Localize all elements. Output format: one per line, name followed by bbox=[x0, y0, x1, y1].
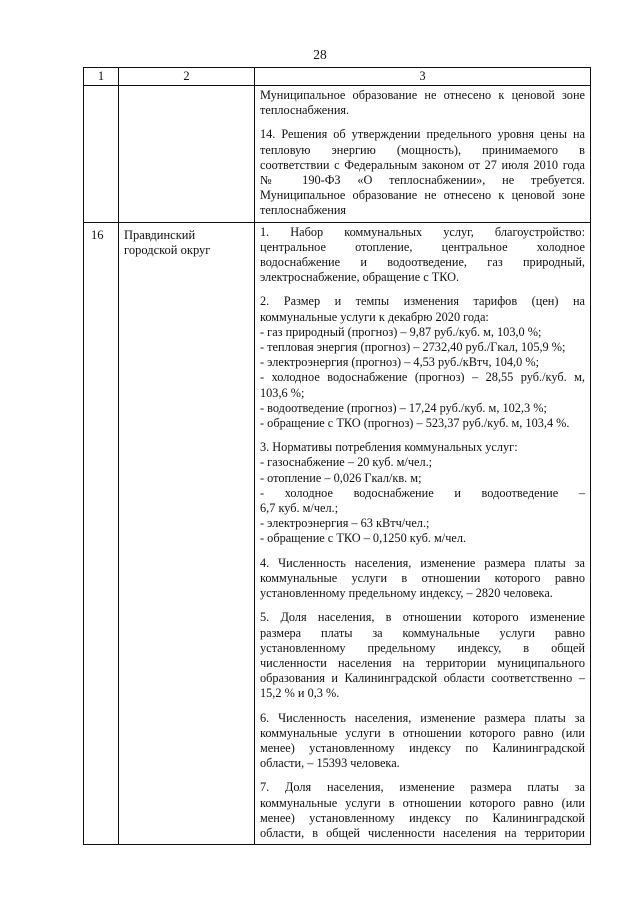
text-line: соответствии с Федеральным законом от 27 июля 2010 года bbox=[260, 157, 585, 172]
cont-paragraph-2 bbox=[260, 127, 585, 218]
text-line: области, – 15393 человека. bbox=[260, 756, 400, 771]
text-line: - отопление – 0,026 Гкал/кв. м; bbox=[260, 470, 422, 485]
row-number: 16 bbox=[84, 222, 119, 845]
text-line: - газоснабжение – 20 куб. м/чел.; bbox=[260, 455, 433, 470]
text-line: коммунальные услуги к декабрю 2020 года: bbox=[260, 309, 489, 324]
text-line: 5. Доля населения, в отношении которого изменение bbox=[260, 610, 585, 625]
page-number: 28 bbox=[313, 47, 327, 62]
text-line: - обращение с ТКО – 0,1250 куб. м/чел. bbox=[260, 531, 467, 546]
row16-paragraph-6 bbox=[260, 711, 585, 772]
text-line: тепловую энергию (мощность), принимаемого в bbox=[260, 142, 585, 157]
continuation-number-cell bbox=[84, 86, 119, 223]
text-line: - электроэнергия (прогноз) – 4,53 руб./кВтч, 104,0 %; bbox=[260, 355, 540, 370]
text-line: Муниципальное образование не отнесено к ценовой зоне bbox=[260, 88, 585, 102]
text-line: теплоснабжения. bbox=[260, 103, 350, 118]
row16-paragraph-3 bbox=[260, 440, 585, 546]
text-line: области, в общей численности населения на территории bbox=[260, 825, 585, 840]
text-line: 15,2 % и 0,3 %. bbox=[260, 686, 340, 701]
text-line: - тепловая энергия (прогноз) – 2732,40 руб./Гкал, 105,9 %; bbox=[260, 340, 566, 355]
text-line: 3. Нормативы потребления коммунальных услуг: bbox=[260, 440, 518, 455]
text-line: 1. Набор коммунальных услуг, благоустройство: bbox=[260, 224, 585, 239]
row16-paragraph-4 bbox=[260, 556, 585, 602]
text-line: установленному предельному индексу, в общей bbox=[260, 640, 585, 655]
text-line: установленному предельному индексу, – 2820 человека. bbox=[260, 586, 553, 601]
text-line: 103,6 %; bbox=[260, 385, 305, 400]
text-line: менее) установленному индексу по Калининградской bbox=[260, 810, 585, 825]
text-line: численности населения на территории муниципального bbox=[260, 655, 585, 670]
header-col-3: 3 bbox=[255, 68, 591, 86]
text-line: Муниципальное образование не отнесено к ценовой зоне bbox=[260, 188, 585, 203]
row-16-content-cell bbox=[255, 222, 591, 845]
text-line: - холодное водоснабжение и водоотведение – bbox=[260, 485, 585, 500]
region-name: Правдинский городской округ bbox=[119, 222, 255, 845]
text-line: - электроэнергия – 63 кВтч/чел.; bbox=[260, 516, 430, 531]
text-line: 2. Размер и темпы изменения тарифов (цен) на bbox=[260, 294, 585, 309]
text-line: - газ природный (прогноз) – 9,87 руб./куб. м, 103,0 %; bbox=[260, 324, 542, 339]
continuation-content-cell bbox=[255, 86, 591, 223]
text-line: образования и Калининградской области соответственно – bbox=[260, 671, 585, 686]
row16-paragraph-5 bbox=[260, 610, 585, 701]
text-line: коммунальные услуги в отношении которого равно bbox=[260, 570, 585, 585]
row16-paragraph-1 bbox=[260, 225, 585, 286]
text-line: теплоснабжения bbox=[260, 203, 347, 218]
text-line: - обращение с ТКО (прогноз) – 523,37 руб./куб. м, 103,4 %. bbox=[260, 416, 570, 431]
row16-paragraph-7 bbox=[260, 780, 585, 841]
text-line: размера платы за коммунальные услуги равно bbox=[260, 625, 585, 640]
table-row-16 bbox=[84, 222, 591, 845]
text-line: 14. Решения об утверждении предельного уровня цены на bbox=[260, 127, 585, 142]
text-line: коммунальные услуги в отношении которого равно (или bbox=[260, 725, 585, 740]
document-table bbox=[83, 67, 591, 845]
row-16-paragraphs bbox=[260, 225, 585, 842]
continuation-region-cell bbox=[119, 86, 255, 223]
header-col-2: 2 bbox=[119, 68, 255, 86]
table-header-row bbox=[84, 68, 591, 86]
text-line: электроснабжение, обращение с ТКО. bbox=[260, 270, 460, 285]
text-line: - холодное водоснабжение (прогноз) – 28,55 руб./куб. м, bbox=[260, 370, 585, 385]
text-line: - водоотведение (прогноз) – 17,24 руб./куб. м, 102,3 %; bbox=[260, 400, 547, 415]
text-line: 6,7 куб. м/чел.; bbox=[260, 501, 339, 516]
table-row-continuation bbox=[84, 86, 591, 223]
continuation-paragraphs bbox=[260, 88, 585, 219]
text-line: менее) установленному индексу по Калининградской bbox=[260, 740, 585, 755]
text-line: коммунальные услуги в отношении которого равно (или bbox=[260, 795, 585, 810]
text-line: водоснабжение и водоотведение, газ природный, bbox=[260, 255, 585, 270]
row16-paragraph-2 bbox=[260, 294, 585, 431]
header-col-1: 1 bbox=[84, 68, 119, 86]
text-line: центральное отопление, центральное холодное bbox=[260, 239, 585, 254]
text-line: 4. Численность населения, изменение размера платы за bbox=[260, 555, 585, 570]
text-line: 7. Доля населения, изменение размера платы за bbox=[260, 780, 585, 795]
text-line: 6. Численность населения, изменение размера платы за bbox=[260, 710, 585, 725]
text-line: № 190-ФЗ «О теплоснабжении», не требуется. bbox=[260, 173, 585, 188]
cont-paragraph-1 bbox=[260, 88, 585, 118]
